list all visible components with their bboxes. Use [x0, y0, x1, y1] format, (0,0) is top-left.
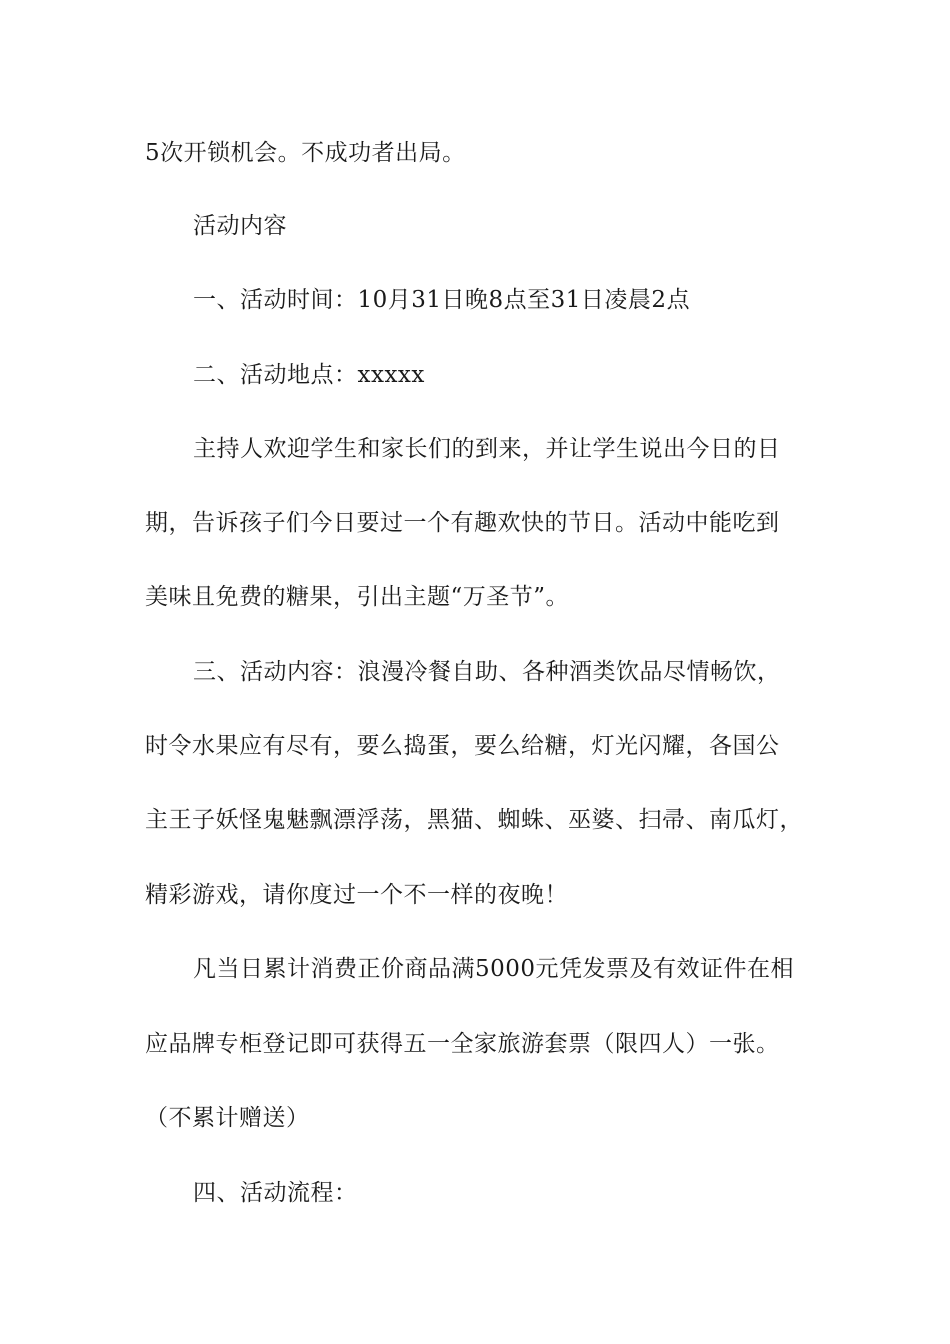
paragraph-host-line-3: 美味且免费的糖果，引出主题“万圣节”。 [145, 584, 570, 610]
paragraph-content-line-4: 精彩游戏，请你度过一个不一样的夜晚！ [145, 882, 568, 908]
paragraph-offer-line-3: （不累计赠送） [145, 1105, 310, 1131]
section-heading-activity-process: 四、活动流程： [193, 1180, 358, 1206]
paragraph-offer-line-1: 凡当日累计消费正价商品满5000元凭发票及有效证件在相 [193, 956, 795, 982]
activity-time-line: 一、活动时间：10月31日晚8点至31日凌晨2点 [193, 287, 691, 313]
paragraph-offer-line-2: 应品牌专柜登记即可获得五一全家旅游套票（限四人）一张。 [145, 1031, 780, 1057]
paragraph-host-line-1: 主持人欢迎学生和家长们的到来，并让学生说出今日的日 [193, 436, 781, 462]
paragraph-content-line-1: 三、活动内容：浪漫冷餐自助、各种酒类饮品尽情畅饮， [193, 659, 781, 685]
activity-location-line: 二、活动地点：xxxxx [193, 362, 425, 388]
paragraph-host-line-2: 期，告诉孩子们今日要过一个有趣欢快的节日。活动中能吃到 [145, 510, 780, 536]
paragraph-content-line-2: 时令水果应有尽有，要么捣蛋，要么给糖，灯光闪耀，各国公 [145, 733, 780, 759]
section-heading-activity-content: 活动内容 [193, 213, 287, 239]
text-line-1: 5次开锁机会。不成功者出局。 [145, 140, 466, 166]
paragraph-content-line-3: 主王子妖怪鬼魅飘漂浮荡，黑猫、蜘蛛、巫婆、扫帚、南瓜灯， [145, 807, 803, 833]
